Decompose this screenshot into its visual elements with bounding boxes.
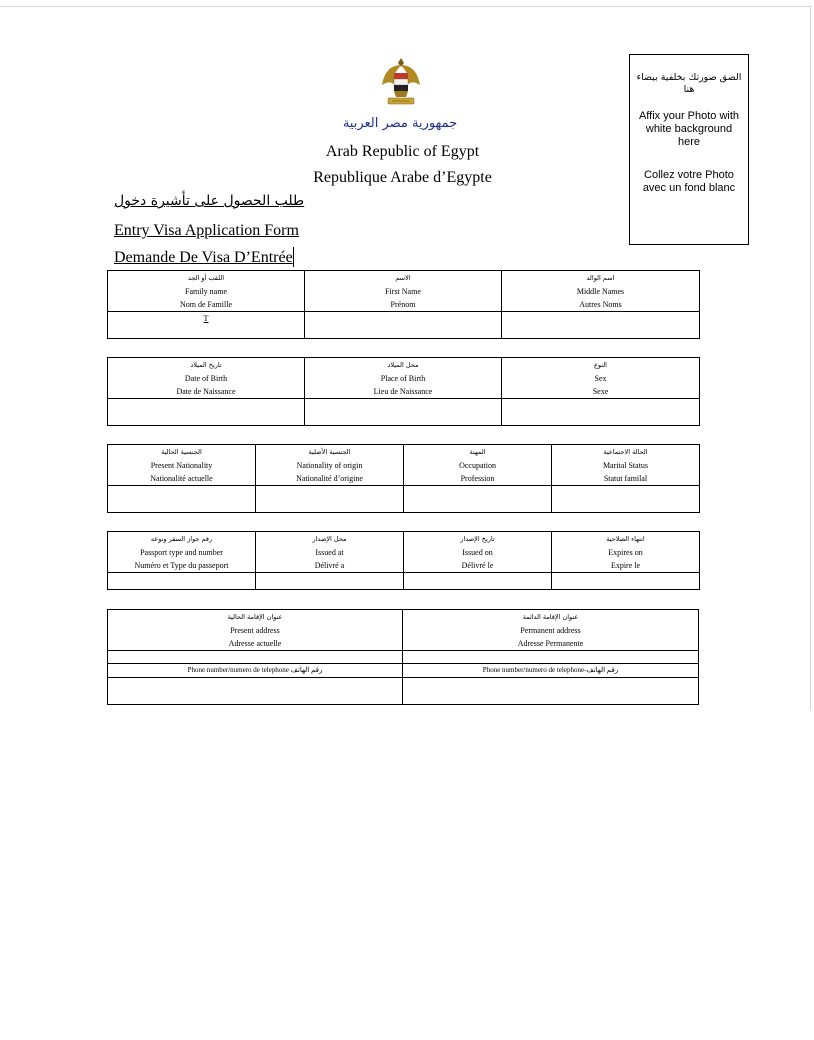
address-table <box>107 609 699 705</box>
date-of-birth-input[interactable] <box>108 399 305 426</box>
passport-number-input[interactable] <box>108 573 256 590</box>
passport-number-header: رقم جواز السفر ونوعه Passport type and number Numéro et Type du passeport <box>108 532 256 573</box>
place-of-birth-input[interactable] <box>305 399 502 426</box>
country-name-arabic: جمهورية مصر العربية <box>342 116 458 131</box>
form-title-arabic: طلب الحصول على تأشيرة دخول <box>114 193 305 209</box>
present-address-header: عنوان الإقامة الحالية Present address Adresse actuelle <box>108 610 403 651</box>
occupation-header: المهنة Occupation Profession <box>404 445 552 486</box>
permanent-address-input[interactable] <box>403 651 699 664</box>
date-of-birth-header: تاريخ الميلاد Date of Birth Date de Naissance <box>108 358 305 399</box>
permanent-address-header: عنوان الإقامة الدائمة Permanent address Adresse Permanente <box>403 610 699 651</box>
names-table <box>107 270 700 339</box>
form-title-french: Demande De Visa D’Entrée <box>114 249 293 266</box>
family-name-input[interactable]: T <box>108 312 305 339</box>
middle-names-header: اسم الوالد Middle Names Autres Noms <box>502 271 700 312</box>
first-name-input[interactable] <box>305 312 502 339</box>
country-name-english: Arab Republic of Egypt <box>325 143 480 160</box>
nationality-of-origin-input[interactable] <box>256 486 404 513</box>
nationality-of-origin-header: الجنسية الأصلية Nationality of origin Nationalité d’origine <box>256 445 404 486</box>
place-of-birth-header: محل الميلاد Place of Birth Lieu de Naissance <box>305 358 502 399</box>
page-edge-top <box>0 6 810 7</box>
expires-on-header: انتهاء الصلاحية Expires on Expire le <box>552 532 700 573</box>
nationality-table <box>107 444 700 513</box>
present-address-input[interactable] <box>108 651 403 664</box>
issued-at-header: محل الإصدار Issued at Délivré a <box>256 532 404 573</box>
sex-input[interactable] <box>502 399 700 426</box>
expires-on-input[interactable] <box>552 573 700 590</box>
middle-names-input[interactable] <box>502 312 700 339</box>
marital-status-input[interactable] <box>552 486 700 513</box>
issued-on-header: تاريخ الإصدار Issued on Délivré le <box>404 532 552 573</box>
occupation-input[interactable] <box>404 486 552 513</box>
page-edge-right <box>810 6 811 710</box>
photo-instruction-english: Affix your Photo with white background here <box>638 110 740 148</box>
passport-table <box>107 531 700 590</box>
present-phone-input[interactable] <box>108 678 403 705</box>
photo-instruction-arabic: الصق صورتك بخلفية بيضاء هنا <box>636 72 742 95</box>
issued-at-input[interactable] <box>256 573 404 590</box>
text-cursor <box>293 247 294 267</box>
permanent-phone-label: Phone number/numero de telephone-رقم الهاتف <box>403 664 699 678</box>
sex-header: النوع Sex Sexe <box>502 358 700 399</box>
present-nationality-input[interactable] <box>108 486 256 513</box>
permanent-phone-input[interactable] <box>403 678 699 705</box>
issued-on-input[interactable] <box>404 573 552 590</box>
birth-table <box>107 357 700 426</box>
country-name-french: Republique Arabe d’Egypte <box>313 169 492 186</box>
present-phone-label: Phone number/numero de telephone رقم الهاتف <box>108 664 403 678</box>
form-title-english: Entry Visa Application Form <box>114 222 299 239</box>
photo-instruction-french: Collez votre Photo avec un fond blanc <box>642 169 736 194</box>
first-name-header: الاسم First Name Prénom <box>305 271 502 312</box>
family-name-header: اللقب أو الجد Family name Nom de Famille <box>108 271 305 312</box>
photo-box <box>629 54 749 245</box>
present-nationality-header: الجنسية الحالية Present Nationality Nationalité actuelle <box>108 445 256 486</box>
eagle-emblem-icon <box>380 55 422 109</box>
marital-status-header: الحالة الاجتماعية Marital Status Statut familal <box>552 445 700 486</box>
